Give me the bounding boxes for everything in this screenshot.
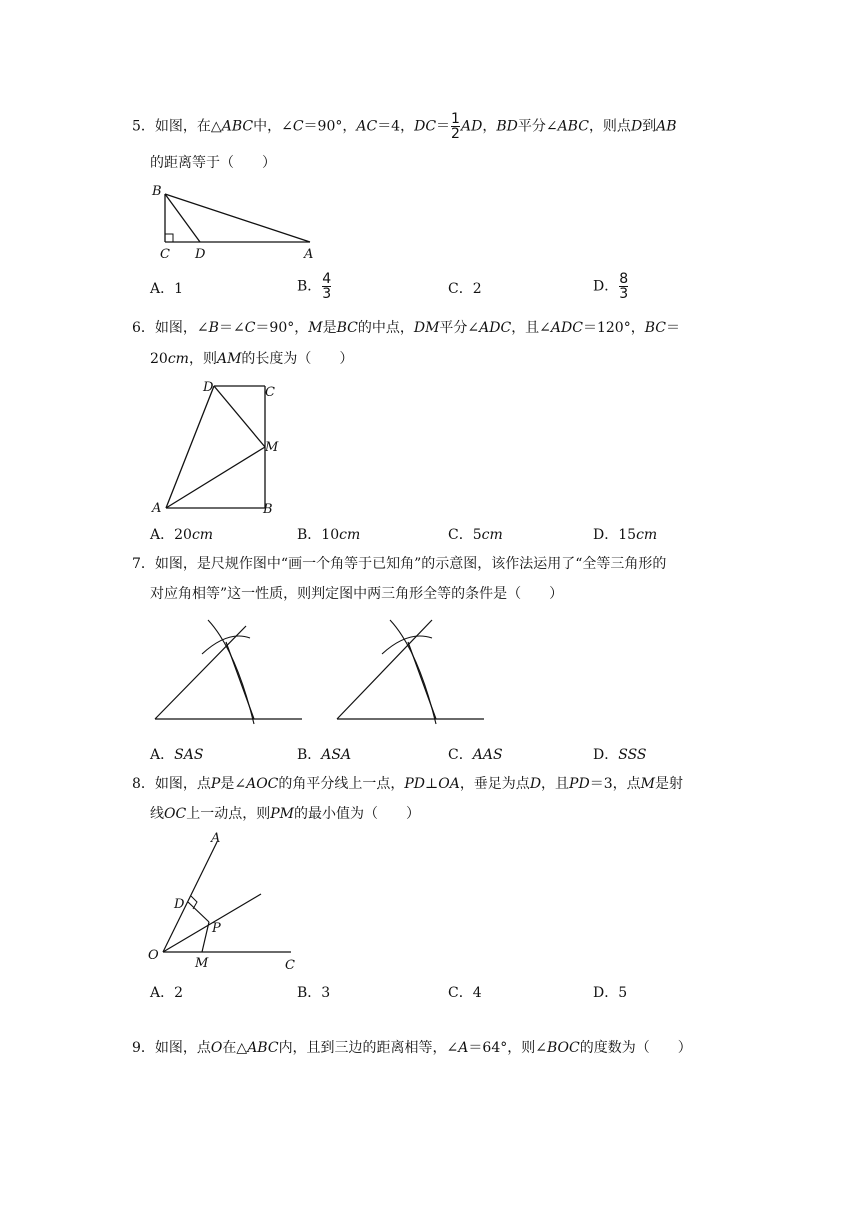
q8-label-c: C <box>285 958 295 973</box>
q7-stem-line2: 对应角相等”这一性质，则判定图中两三角形全等的条件是（ ） <box>150 586 564 602</box>
q8-label-p: P <box>212 921 221 936</box>
q7-option-a[interactable]: A．SAS <box>150 747 204 763</box>
q6-option-c[interactable]: C．5cm <box>448 527 503 543</box>
q6-option-b[interactable]: B．10cm <box>297 527 361 543</box>
q8-option-b[interactable]: B．3 <box>297 985 331 1001</box>
q8-label-m: M <box>195 956 209 971</box>
q8-figure <box>145 830 305 975</box>
q6-stem-line1: 6．如图，∠B＝∠C＝90°，M是BC的中点，DM平分∠ADC，且∠ADC＝120°，BC＝ <box>132 320 680 336</box>
q6-stem-line2: 20cm，则AM的长度为（ ） <box>150 351 354 367</box>
q6-figure <box>150 378 290 518</box>
q5-label-b: B <box>152 184 162 199</box>
q6-label-d: D <box>203 380 214 395</box>
q5-label-d: D <box>195 247 206 262</box>
q6-option-a[interactable]: A．20cm <box>150 527 214 543</box>
q7-option-d[interactable]: D．SSS <box>593 747 647 763</box>
q5-option-a[interactable]: A．1 <box>150 281 184 297</box>
q5-stem-line1: 5．如图，在△ABC中，∠C＝90°，AC＝4，DC＝ $\frac{1}{2}$ AD，BD平分∠ABC，则点D到AB <box>132 111 677 142</box>
q7-option-b[interactable]: B．ASA <box>297 747 352 763</box>
q7-option-c[interactable]: C．AAS <box>448 747 503 763</box>
q9-stem: 9．如图，点O在△ABC内，且到三边的距离相等，∠A＝64°，则∠BOC的度数为（ ） <box>132 1040 692 1056</box>
q5-stem-line2: 的距离等于（ ） <box>150 155 276 171</box>
q5-option-d[interactable]: D． $\frac{8}{3}$ <box>593 271 629 302</box>
fraction-one-half: $\frac{1}{2}$ <box>451 111 460 142</box>
q7-stem-line1: 7．如图，是尺规作图中“画一个角等于已知角”的示意图，该作法运用了“全等三角形的 <box>132 556 667 572</box>
q5-label-c: C <box>160 247 170 262</box>
q8-option-a[interactable]: A．2 <box>150 985 184 1001</box>
q5-figure <box>150 180 330 262</box>
q5-option-b[interactable]: B． $\frac{4}{3}$ <box>297 271 332 302</box>
q5-option-c[interactable]: C．2 <box>448 281 482 297</box>
q6-label-b: B <box>263 502 273 517</box>
q5-label-a: A <box>304 247 314 262</box>
q8-stem-line1: 8．如图，点P是∠AOC的角平分线上一点，PD⊥OA，垂足为点D，且PD＝3，点M是射 <box>132 776 683 792</box>
q8-option-d[interactable]: D．5 <box>593 985 628 1001</box>
q8-label-a: A <box>211 831 221 846</box>
q8-label-o: O <box>148 948 159 963</box>
q6-label-a: A <box>152 501 162 516</box>
q7-figure <box>150 612 490 732</box>
q8-label-d: D <box>174 897 185 912</box>
q6-label-c: C <box>265 385 275 400</box>
q6-label-m: M <box>265 440 279 455</box>
q6-option-d[interactable]: D．15cm <box>593 527 658 543</box>
q8-stem-line2: 线OC上一动点，则PM的最小值为（ ） <box>150 806 420 822</box>
q8-option-c[interactable]: C．4 <box>448 985 482 1001</box>
